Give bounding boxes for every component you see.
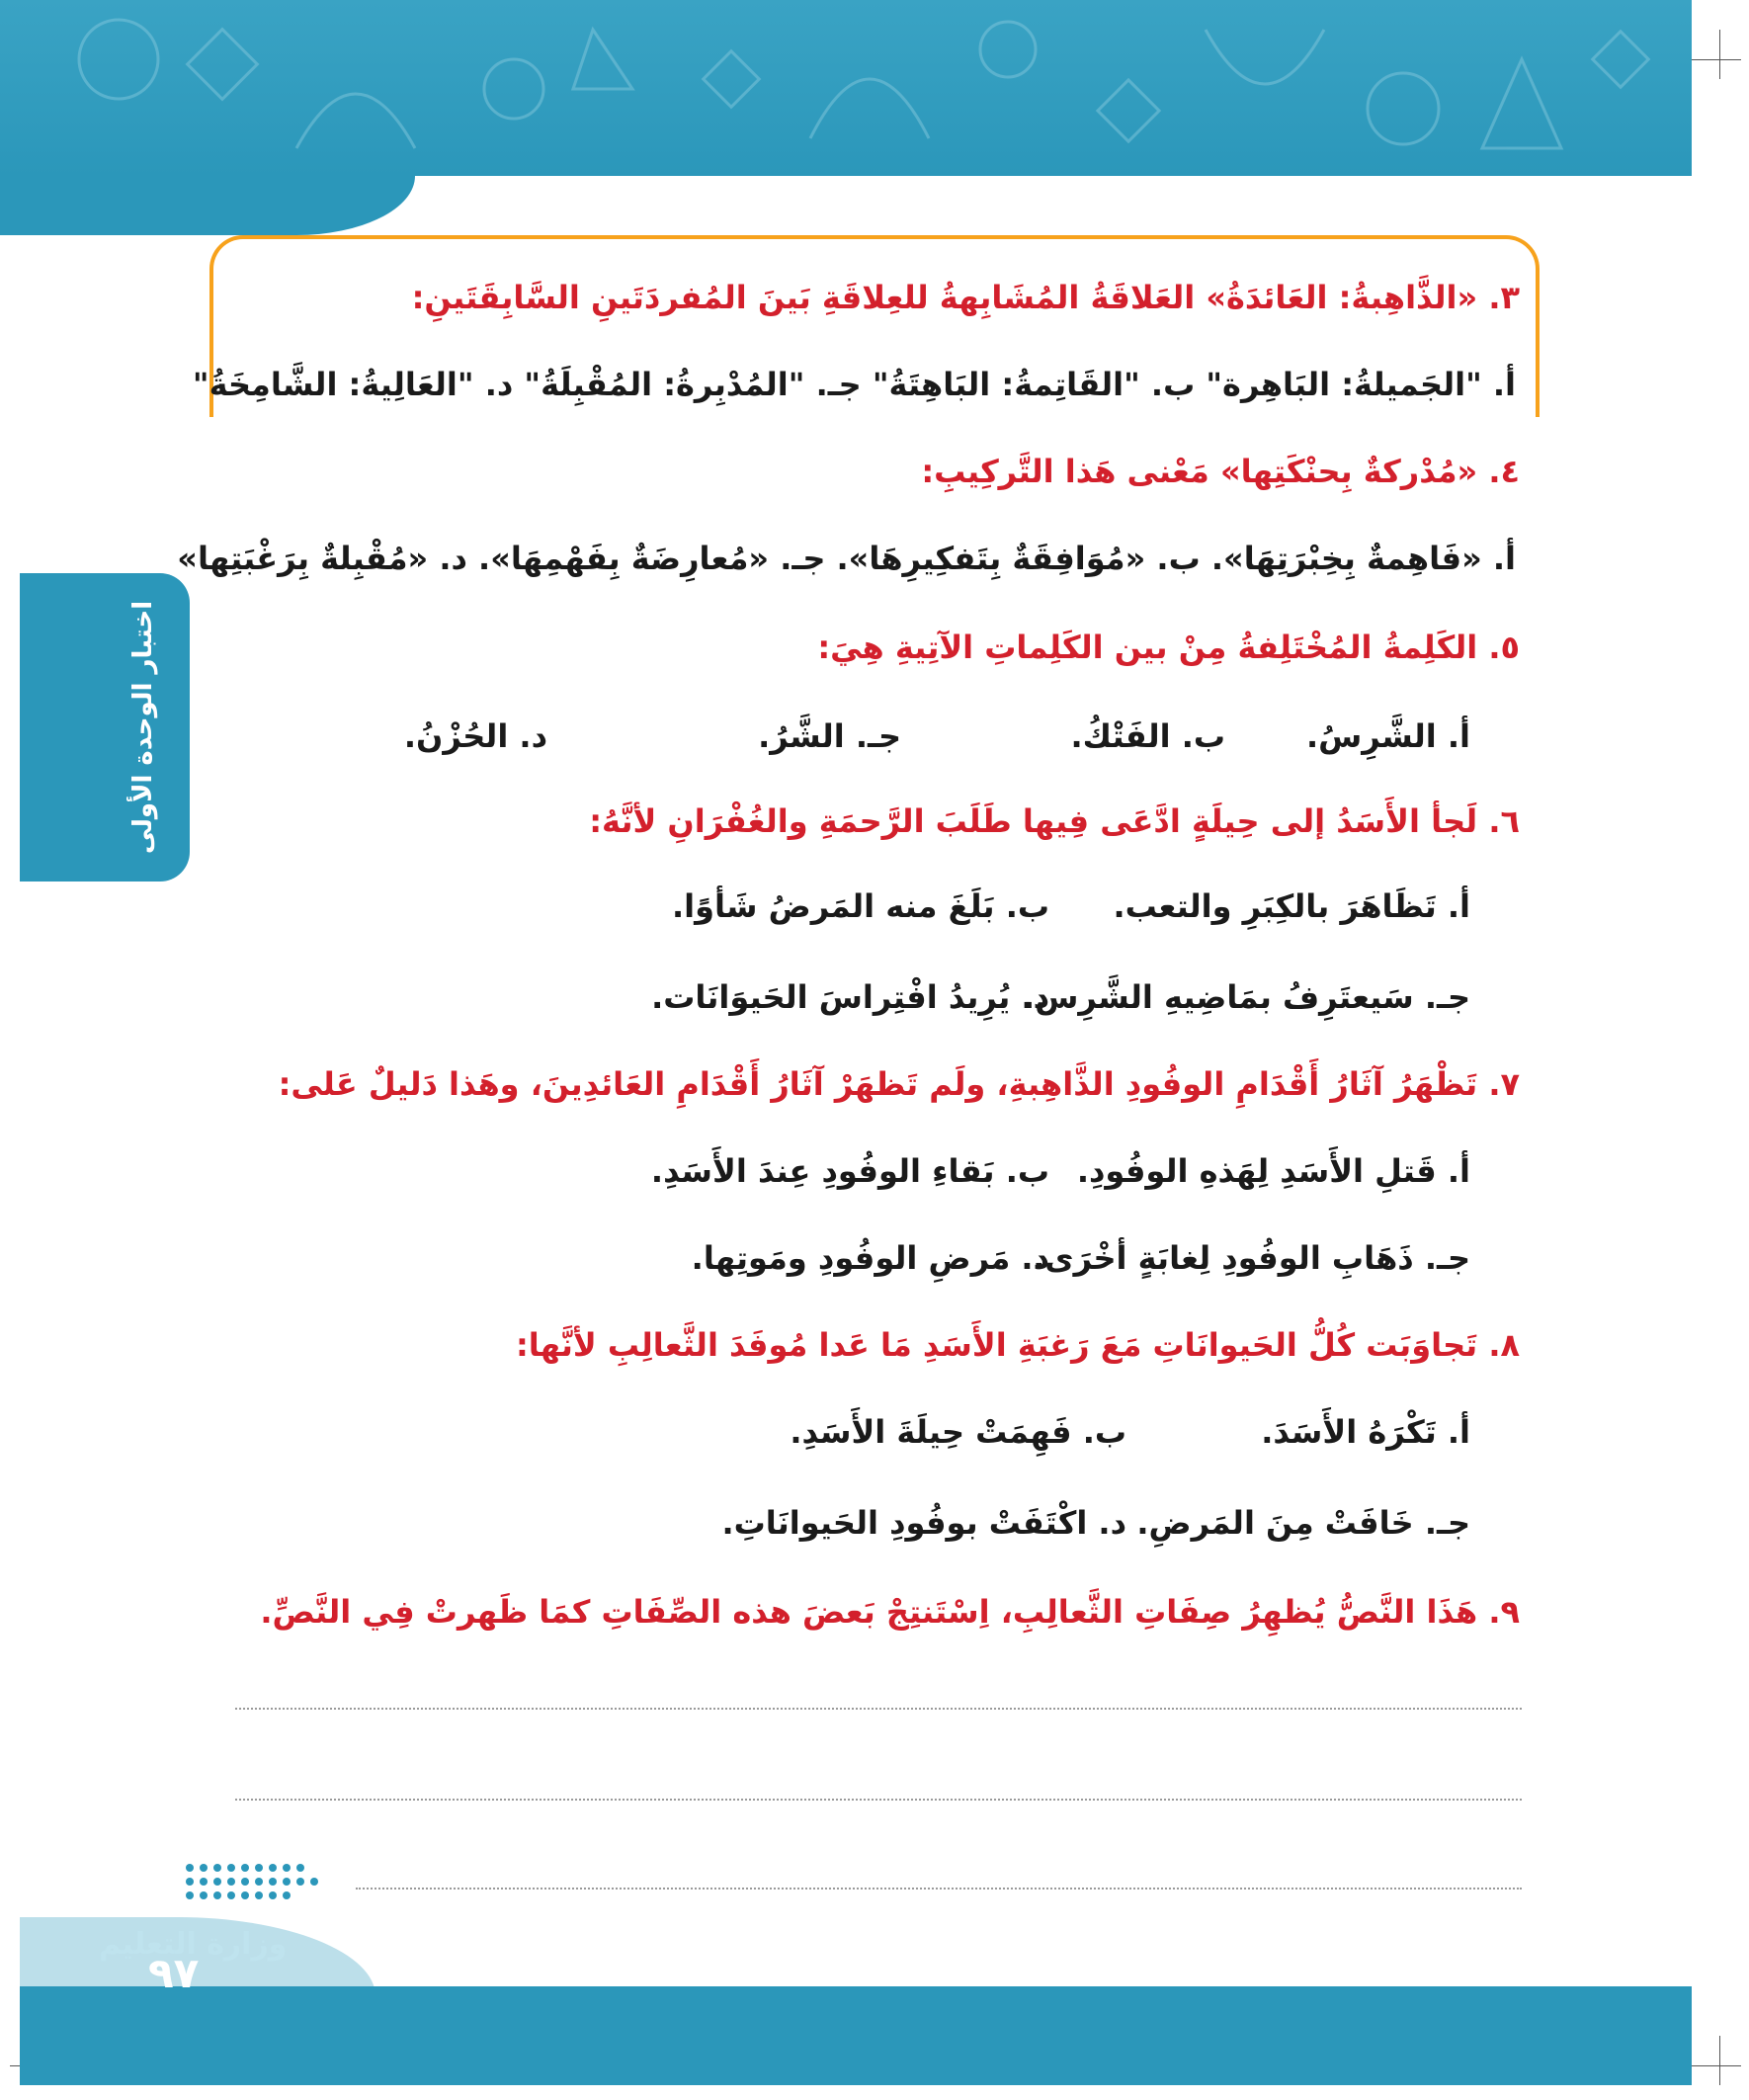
question-6-option-a: أ. تَظَاهَرَ بالكِبَرِ والتعب.	[1113, 887, 1470, 925]
footer-band	[20, 1986, 1692, 2085]
question-7-option-a: أ. قَتلِ الأَسَدِ لِهَذهِ الوفُودِ.	[1076, 1152, 1470, 1190]
question-5-option-a: أ. الشَّرِسُ.	[1305, 717, 1470, 755]
header-curve	[0, 176, 415, 235]
ministry-logo-icon	[178, 1858, 356, 1917]
crop-mark	[1692, 59, 1741, 60]
crop-mark	[1719, 30, 1720, 79]
question-8-option-c: جـ. خَافَتْ مِنَ المَرضِ.	[1136, 1504, 1470, 1542]
question-7-option-b: ب. بَقاءِ الوفُودِ عِندَ الأَسَدِ.	[650, 1152, 1049, 1190]
question-3: ٣. «الذَّاهِبةُ: العَائدَةُ» العَلاقَةُ المُشَابِهةُ للعِلاقَةِ بَينَ المُفردَتَينِ السَّابِقَتَينِ:	[411, 279, 1520, 316]
question-5: ٥. الكَلِمةُ المُخْتَلِفةُ مِنْ بين الكَلِماتِ الآتِيةِ هِيَ:	[817, 629, 1520, 666]
answer-line[interactable]	[235, 1799, 1522, 1801]
side-tab	[20, 573, 190, 882]
question-6-option-b: ب. بَلَغَ منه المَرضُ شَأوًا.	[672, 887, 1049, 925]
page-number: ٩٧	[148, 1949, 200, 1997]
header-pattern	[0, 0, 1692, 176]
question-8-option-b: ب. فَهِمَتْ حِيلَةَ الأَسَدِ.	[790, 1413, 1126, 1451]
crop-mark	[1719, 2036, 1720, 2085]
answer-line[interactable]	[356, 1888, 1522, 1890]
question-7-option-d: د. مَرضِ الوفُودِ ومَوتِها.	[691, 1239, 1049, 1277]
ministry-name: وزارة التعليم	[99, 1927, 288, 1962]
question-5-option-d: د. الحُزْنُ.	[403, 717, 547, 755]
question-4: ٤. «مُدْركةٌ بِحنْكَتِها» مَعْنى هَذا التَّركِيبِ:	[921, 453, 1520, 490]
crop-mark	[1692, 2065, 1741, 2066]
question-8-option-d: د. اكْتَفَتْ بوفُودِ الحَيوانَاتِ.	[721, 1504, 1126, 1542]
question-6-option-d: د. يُرِيدُ افْتِراسَ الحَيوَانَات.	[651, 978, 1049, 1016]
question-9: ٩. هَذَا النَّصُّ يُظهِرُ صِفَاتِ الثَّعالِبِ، اِسْتَنتِجْ بَعضَ هذه الصِّفَاتِ كمَا ظَهرتْ فِي النَّصِّ.	[260, 1593, 1520, 1631]
question-5-option-b: ب. الفَتْكُ.	[1070, 717, 1225, 755]
question-6-option-c: جـ. سَيعتَرِفُ بمَاضِيهِ الشَّرِس.	[1023, 978, 1470, 1016]
side-tab-label: اختبار الوحدة الأولى	[128, 600, 158, 855]
question-6: ٦. لَجأ الأَسَدُ إلى حِيلَةٍ ادَّعَى فِيها طَلَبَ الرَّحمَةِ والغُفْرَانِ لأنَّهُ:	[589, 802, 1520, 840]
question-8-option-a: أ. تَكْرَهُ الأَسَدَ.	[1261, 1413, 1470, 1451]
question-7-option-c: جـ. ذَهَابِ الوفُودِ لِغابَةٍ أخْرَى.	[1033, 1239, 1470, 1277]
answer-line[interactable]	[235, 1708, 1522, 1710]
question-4-options: أ. «فَاهِمةٌ بِخِبْرَتِهَا». ب. «مُوَافِقَةٌ بِتَفكِيرِهَا». جـ. «مُعارِضَةٌ بِفَهْمِهَا». د. «مُقْبِلةٌ بِرَغْبَتِها»	[177, 540, 1516, 577]
question-7: ٧. تَظْهَرُ آثَارُ أَقْدَامِ الوفُودِ الذَّاهِبةِ، ولَم تَظهَرْ آثَارُ أَقْدَامِ العَائدِينَ، وهَذا دَليلٌ عَلى:	[278, 1065, 1520, 1103]
question-5-option-c: جـ. الشَّرُ.	[758, 717, 901, 755]
question-3-options: أ. "الجَميلةُ: البَاهِرة" ب. "القَاتِمةُ: البَاهِتَةُ" جـ. "المُدْبِرةُ: المُقْبِلَةُ" د. "العَالِيةُ: الشَّامِخَةُ"	[192, 366, 1516, 403]
question-8: ٨. تَجاوَبَت كُلُّ الحَيوانَاتِ مَعَ رَغبَةِ الأَسَدِ مَا عَدا مُوفَدَ الثَّعالِبِ لأنَّها:	[515, 1326, 1520, 1364]
